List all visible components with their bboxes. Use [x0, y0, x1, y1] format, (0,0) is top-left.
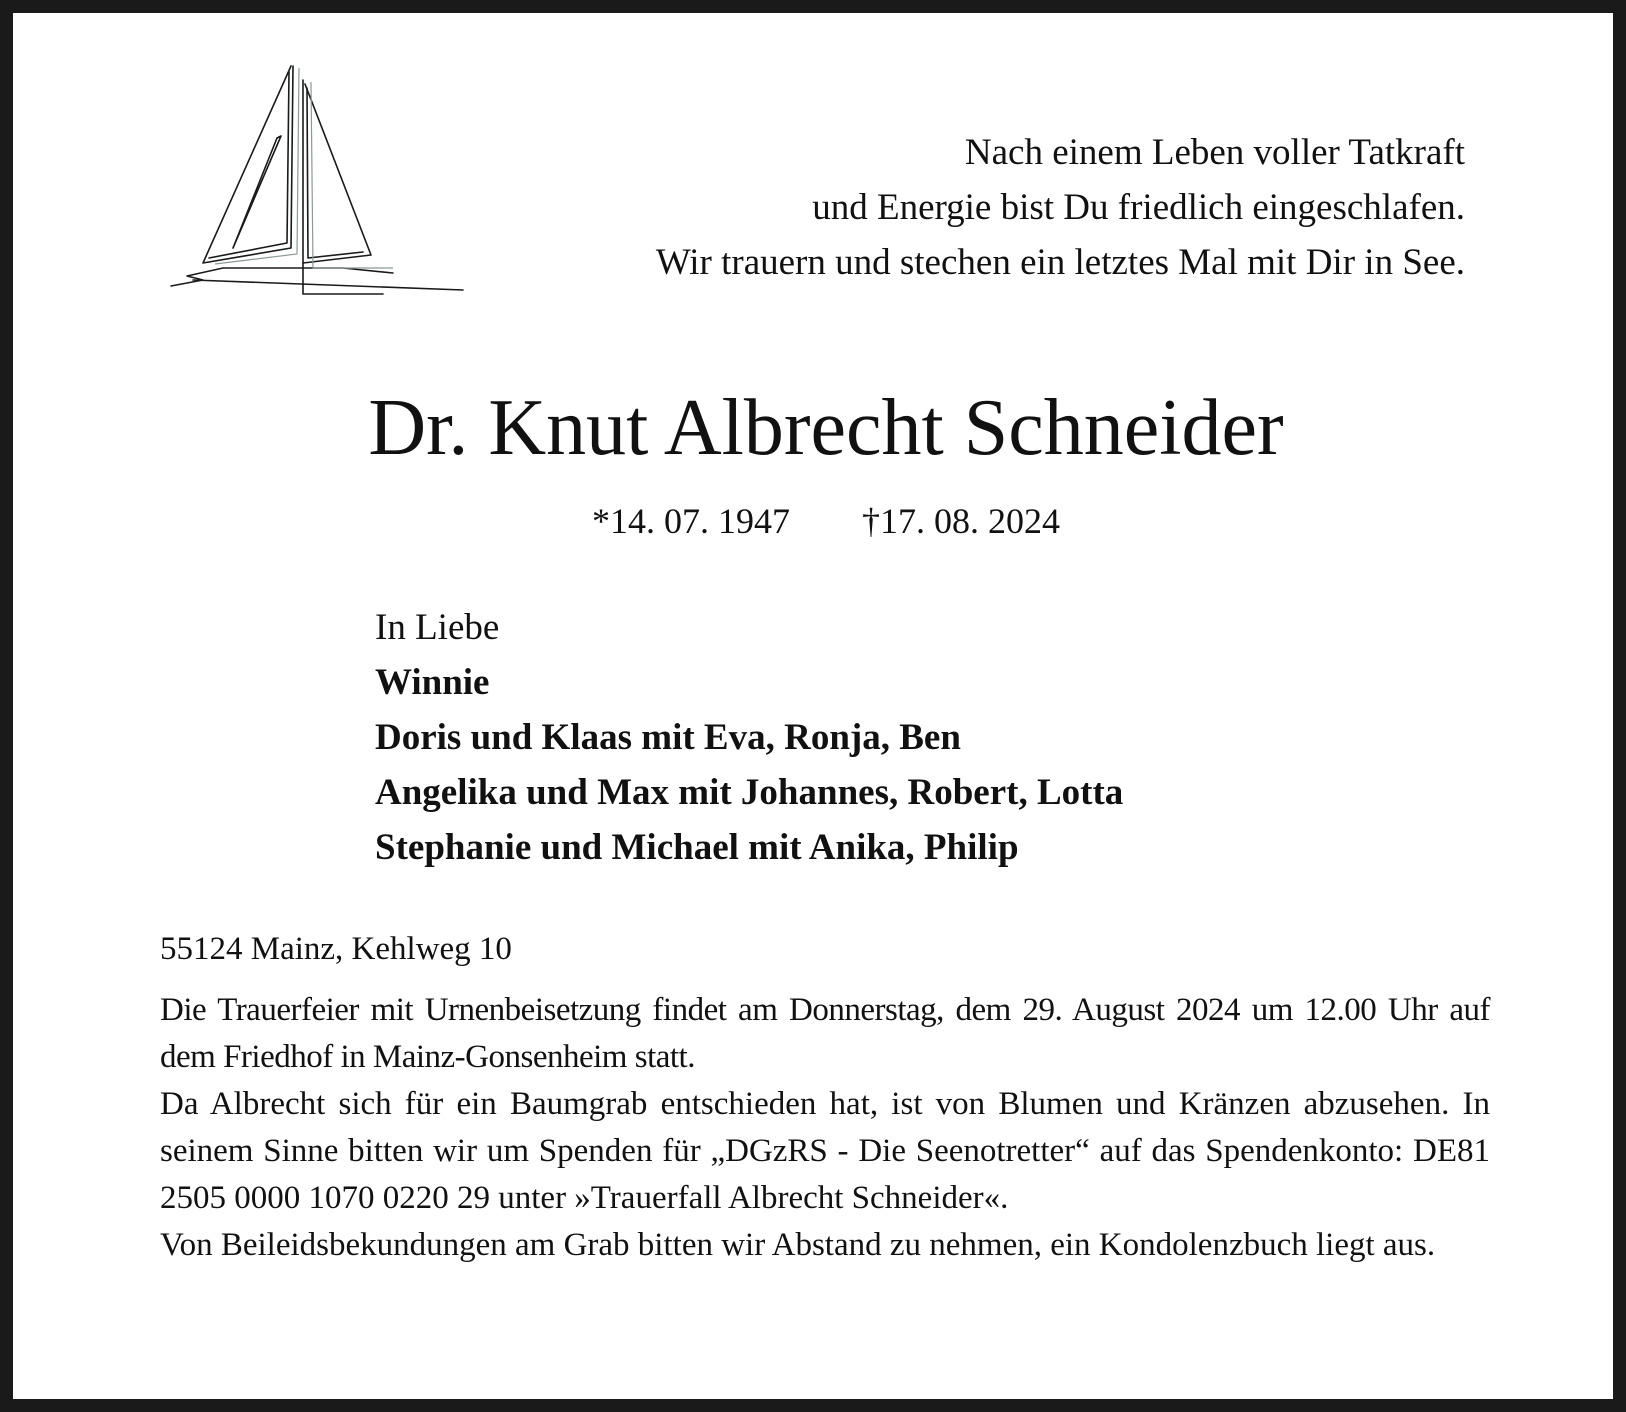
birth-date: *14. 07. 1947	[592, 501, 790, 541]
address: 55124 Mainz, Kehlweg 10	[160, 931, 512, 967]
mourners-intro: In Liebe	[375, 607, 500, 648]
sailboat-icon	[163, 58, 483, 318]
deceased-name: Dr. Knut Albrecht Schneider	[368, 384, 1284, 472]
donation-paragraph: Da Albrecht sich für ein Baumgrab entschieden hat, ist von Blumen und Kränzen abzusehen. In seinem Sinne bitten wir um Spenden für „DGzRS - Die Seenotretter“ auf das Spendenkonto: DE81 2505 0000 1070 0220 29 unter »Trauerfall Albrecht Schneider«.	[160, 1086, 1490, 1216]
mourner-line: Winnie	[375, 662, 490, 703]
mourner-line: Stephanie und Michael mit Anika, Philip	[375, 827, 1019, 868]
funeral-paragraph: Die Trauerfeier mit Urnenbeisetzung findet am Donnerstag, dem 29. August 2024 um 12.00 Uhr auf dem Friedhof in Mainz-Gonsenheim statt.	[160, 992, 1490, 1075]
life-dates	[13, 497, 1626, 545]
mourners-block	[375, 600, 1123, 875]
quote-line: Wir trauern und stechen ein letztes Mal mit Dir in See.	[655, 242, 1465, 283]
mourner-line: Doris und Klaas mit Eva, Ronja, Ben	[375, 717, 961, 758]
funeral-notice	[160, 987, 1490, 1269]
opening-quote	[656, 125, 1465, 290]
death-date: †17. 08. 2024	[862, 501, 1060, 541]
condolence-paragraph: Von Beileidsbekundungen am Grab bitten wir Abstand zu nehmen, ein Kondolenzbuch liegt aus.	[160, 1227, 1436, 1263]
quote-line: und Energie bist Du friedlich eingeschlafen.	[812, 187, 1465, 228]
mourner-line: Angelika und Max mit Johannes, Robert, Lotta	[375, 772, 1124, 813]
quote-line: Nach einem Leben voller Tatkraft	[964, 132, 1465, 173]
